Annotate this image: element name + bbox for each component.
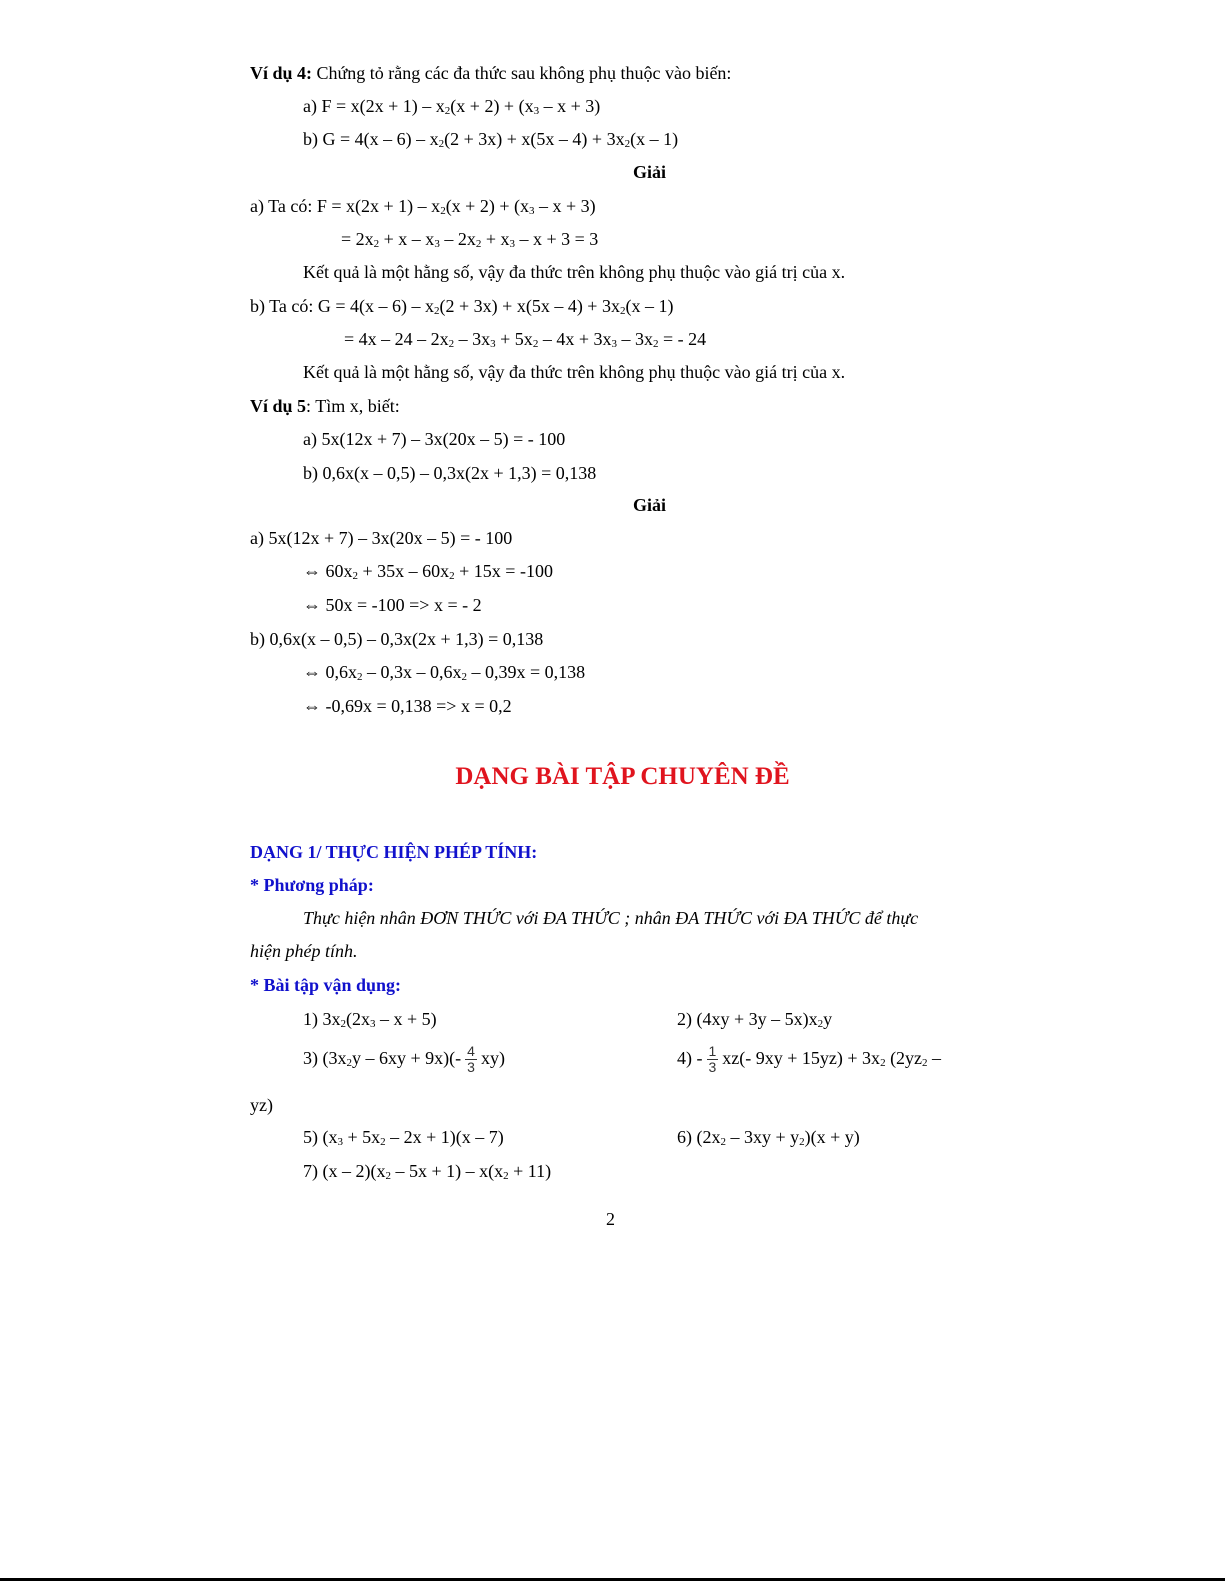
fraction-denominator: 3 [467, 1059, 475, 1076]
method-text-line-2: hiện phép tính. [250, 941, 358, 961]
solution-5b-line-1: b) 0,6x(x – 0,5) – 0,3x(2x + 1,3) = 0,138 [250, 629, 544, 649]
text: (x + 2) + (x [445, 196, 529, 216]
text: = - 24 [658, 329, 707, 349]
example-5-heading [250, 395, 400, 417]
text: (2 + 3x) + x(5x – 4) + 3x [444, 129, 625, 149]
text: + 35x – 60x [358, 561, 450, 581]
text: a) F = x(2x + 1) – x [303, 96, 445, 116]
page-bottom-border [0, 1578, 1225, 1581]
exponent: 2 [340, 1018, 346, 1030]
text: – [927, 1048, 942, 1068]
solution-4a-conclusion: Kết quả là một hằng số, vậy đa thức trên không phụ thuộc vào giá trị của x. [303, 262, 846, 282]
exponent: 3 [337, 1136, 343, 1148]
exponent: 3 [611, 338, 617, 350]
exercises-label: * Bài tập vận dụng: [250, 975, 402, 995]
solution-heading-1: Giải [633, 162, 667, 182]
text: – 3x [616, 329, 653, 349]
solution-4b-conclusion: Kết quả là một hằng số, vậy đa thức trên không phụ thuộc vào giá trị của x. [303, 362, 846, 382]
example-4-label: Ví dụ 4: [250, 63, 313, 83]
text: (x – 1) [625, 296, 674, 316]
exponent: 2 [385, 1170, 391, 1182]
text: 5) (x [303, 1127, 338, 1147]
fraction-one-third [707, 1044, 719, 1075]
text: 2) (4xy + 3y – 5x)x [677, 1009, 818, 1029]
solution-5b-line-2 [303, 661, 585, 686]
exercise-1 [303, 1008, 437, 1033]
exponent: 2 [346, 1057, 352, 1069]
text: 6) (2x [677, 1127, 721, 1147]
solution-4b-line-1 [250, 295, 673, 320]
text: – x + 3) [534, 196, 596, 216]
method-text-line-1: Thực hiện nhân ĐƠN THỨC với ĐA THỨC ; nhân ĐA THỨC với ĐA THỨC để thực [303, 908, 919, 928]
exercise-3 [303, 1040, 505, 1079]
text: 7) (x – 2)(x [303, 1161, 386, 1181]
text: – x + 3) [539, 96, 601, 116]
text: – 0,39x = 0,138 [467, 662, 586, 682]
exponent: 2 [440, 205, 446, 217]
fraction-numerator: 4 [467, 1043, 475, 1060]
exponent: 3 [434, 238, 440, 250]
fraction-numerator: 1 [708, 1043, 717, 1060]
exponent: 2 [461, 671, 467, 683]
example-4-text: Chứng tỏ rằng các đa thức sau không phụ thuộc vào biến: [312, 63, 732, 83]
text: xz(- 9xy + 15yz) + 3x [722, 1048, 881, 1068]
exponent: 2 [817, 1018, 824, 1030]
exponent: 2 [799, 1136, 805, 1148]
text: – 4x + 3x [538, 329, 612, 349]
solution-5a-line-2 [303, 560, 553, 585]
text: (2x [346, 1009, 370, 1029]
exercise-2 [677, 1008, 832, 1033]
text: b) Ta có: G = 4(x – 6) – x [250, 296, 435, 316]
example-4-part-a [303, 95, 600, 120]
text: (x + 2) + (x [450, 96, 534, 116]
fraction-four-thirds [465, 1044, 477, 1075]
text: (2yz [885, 1048, 923, 1068]
text: = 2x [341, 229, 374, 249]
solution-heading-2: Giải [633, 495, 667, 515]
text: )(x + y) [804, 1127, 860, 1147]
example-5-part-a: a) 5x(12x + 7) – 3x(20x – 5) = - 100 [303, 429, 566, 449]
exponent: 2 [475, 238, 482, 250]
example-4-part-b [303, 128, 678, 153]
exercise-6 [677, 1126, 860, 1151]
exponent: 2 [880, 1057, 886, 1069]
exponent: 3 [528, 205, 535, 217]
exponent: 2 [438, 138, 445, 150]
exponent: 2 [503, 1170, 509, 1182]
exponent: 3 [490, 338, 496, 350]
exponent: 2 [380, 1136, 386, 1148]
text: – 2x + 1)(x – 7) [385, 1127, 504, 1147]
exponent: 2 [373, 238, 380, 250]
text: – x + 3 = 3 [514, 229, 599, 249]
example-5-text: : Tìm x, biết: [306, 396, 400, 416]
exponent: 2 [448, 338, 455, 350]
text: ⇔ 0,6x [303, 662, 357, 682]
exercise-4 [677, 1040, 941, 1079]
text: – 2x [439, 229, 476, 249]
solution-5b-line-3: ⇔ -0,69x = 0,138 => x = 0,2 [303, 696, 512, 716]
exponent: 3 [370, 1018, 376, 1030]
exponent: 2 [357, 671, 363, 683]
exercise-5 [303, 1126, 504, 1151]
example-5-part-b: b) 0,6x(x – 0,5) – 0,3x(2x + 1,3) = 0,138 [303, 463, 597, 483]
text: 4) - [677, 1048, 703, 1068]
exponent: 2 [532, 338, 539, 350]
text: + x – x [379, 229, 435, 249]
text: + 15x = -100 [454, 561, 553, 581]
text: 3) (3x [303, 1048, 347, 1068]
exponent: 2 [352, 570, 358, 582]
text: + x [481, 229, 510, 249]
text: y [823, 1009, 833, 1029]
text: – 3xy + y [726, 1127, 800, 1147]
exponent: 2 [922, 1057, 928, 1069]
solution-4a-line-1 [250, 195, 596, 220]
exponent: 2 [619, 305, 626, 317]
exponent: 2 [720, 1136, 726, 1148]
exponent: 2 [449, 570, 455, 582]
exercise-4-continuation: yz) [250, 1095, 273, 1115]
fraction-denominator: 3 [708, 1059, 717, 1076]
page-number: 2 [606, 1209, 615, 1229]
text: = 4x – 24 – 2x [344, 329, 449, 349]
text: 1) 3x [303, 1009, 341, 1029]
exponent: 3 [533, 105, 540, 117]
text: – x + 5) [375, 1009, 437, 1029]
text: y – 6xy + 9x)(- [352, 1048, 462, 1068]
solution-5a-line-3: ⇔ 50x = -100 => x = - 2 [303, 595, 482, 615]
text: xy) [480, 1048, 505, 1068]
text: + 5x [343, 1127, 381, 1147]
example-5-label: Ví dụ 5 [250, 396, 307, 416]
solution-4b-line-2 [344, 328, 706, 353]
text: + 11) [508, 1161, 552, 1181]
solution-4a-line-2 [341, 228, 598, 253]
example-4-heading [250, 62, 731, 84]
dang-1-title: DẠNG 1/ THỰC HIỆN PHÉP TÍNH: [250, 842, 538, 862]
text: + 5x [495, 329, 533, 349]
text: ⇔ 60x [303, 561, 353, 581]
section-title: DẠNG BÀI TẬP CHUYÊN ĐỀ [455, 763, 790, 790]
text: – 0,3x – 0,6x [362, 662, 462, 682]
exercise-7 [303, 1160, 551, 1185]
exponent: 2 [444, 105, 451, 117]
text: (2 + 3x) + x(5x – 4) + 3x [439, 296, 620, 316]
text: a) Ta có: F = x(2x + 1) – x [250, 196, 441, 216]
text: (x – 1) [630, 129, 679, 149]
exponent: 2 [624, 138, 631, 150]
solution-5a-line-1: a) 5x(12x + 7) – 3x(20x – 5) = - 100 [250, 528, 513, 548]
exponent: 3 [509, 238, 515, 250]
text: – 5x + 1) – x(x [390, 1161, 504, 1181]
text: b) G = 4(x – 6) – x [303, 129, 439, 149]
method-label: * Phương pháp: [250, 875, 374, 895]
text: – 3x [454, 329, 491, 349]
exponent: 2 [652, 338, 659, 350]
exponent: 2 [434, 305, 440, 317]
